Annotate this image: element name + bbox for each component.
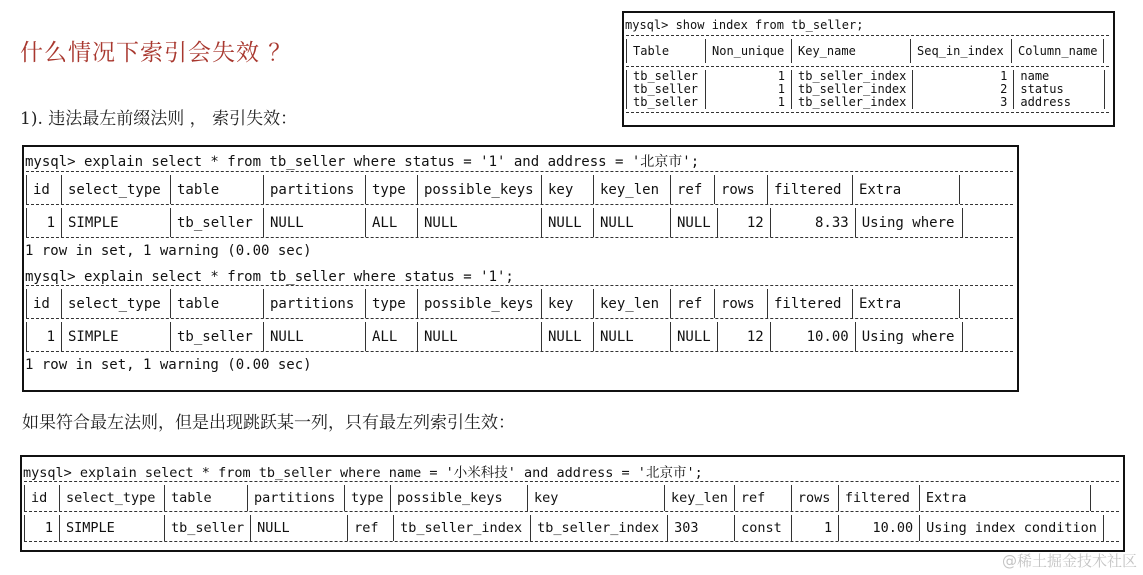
page-title: 什么情况下索引会失效 ？ (20, 40, 293, 66)
cell: tb_seller_index (792, 83, 913, 96)
header-cell: rows (791, 485, 838, 511)
cell: tb_seller (627, 70, 706, 83)
header-cell: Extra (853, 175, 960, 204)
cell: NULL (418, 322, 542, 351)
header-cell: Seq_in_index (911, 39, 1012, 63)
header-cell: ref (671, 175, 715, 204)
cell: 2 (913, 83, 1014, 96)
cell: 1 (706, 70, 792, 83)
table-row (25, 515, 1104, 541)
header-cell: Key_name (792, 39, 911, 63)
divider (24, 541, 1119, 545)
header-cell: partitions (248, 485, 345, 511)
cell: 1 (706, 96, 792, 109)
header-cell: key (542, 289, 594, 318)
header-cell: key (528, 485, 665, 511)
index-console (622, 11, 1115, 127)
header-cell: Non_unique (706, 39, 792, 63)
cell: Using index condition (920, 515, 1104, 541)
explain-console-skip-column (20, 455, 1125, 552)
explain-console (22, 145, 1019, 392)
header-cell: id (27, 175, 62, 204)
divider (26, 285, 1013, 289)
cell: 1 (25, 515, 60, 541)
cell: ALL (366, 322, 418, 351)
header-cell: Extra (919, 485, 1090, 511)
query3-header (24, 485, 1091, 511)
cell: tb_seller (171, 208, 264, 237)
cell: name (1014, 70, 1105, 83)
header-cell: possible_keys (418, 175, 542, 204)
cell: 303 (668, 515, 735, 541)
divider (26, 237, 1013, 241)
cell: tb_seller_index (531, 515, 668, 541)
header-cell: filtered (768, 175, 853, 204)
header-cell: table (171, 289, 264, 318)
cell: ALL (366, 208, 418, 237)
cell: tb_seller (627, 83, 706, 96)
header-cell: possible_keys (418, 289, 542, 318)
cell: 3 (913, 96, 1014, 109)
cell: 10.00 (839, 515, 920, 541)
header-cell: Extra (853, 289, 960, 318)
header-cell: filtered (768, 289, 853, 318)
header-cell: rows (715, 175, 768, 204)
cell: 12 (717, 322, 770, 351)
header-cell: ref (734, 485, 791, 511)
query1-row (26, 208, 963, 237)
cell: NULL (418, 208, 542, 237)
table-row (27, 208, 963, 237)
header-cell: Table (627, 39, 706, 63)
index-rows (626, 70, 1105, 109)
header-cell: ref (671, 289, 715, 318)
cell: NULL (671, 322, 718, 351)
divider (24, 481, 1119, 485)
header-cell: select_type (62, 175, 171, 204)
cell: 1 (913, 70, 1014, 83)
divider (626, 66, 1109, 70)
header-cell: key_len (594, 175, 671, 204)
cell: address (1014, 96, 1105, 109)
cell: NULL (264, 208, 366, 237)
header-cell: partitions (264, 289, 366, 318)
cell: 10.00 (770, 322, 855, 351)
divider (26, 351, 1013, 355)
cell: 1 (792, 515, 839, 541)
header-cell: key (542, 175, 594, 204)
watermark: @稀土掘金技术社区 (1001, 552, 1137, 570)
query1-result: 1 row in set, 1 warning (0.00 sec) (25, 243, 312, 259)
header-cell: table (165, 485, 248, 511)
query3-command: mysql> explain select * from tb_seller where name = '小米科技' and address = '北京市'; (23, 465, 703, 481)
divider (626, 112, 1109, 116)
header-cell: type (366, 289, 418, 318)
explanation-text: 如果符合最左法则，但是出现跳跃某一列，只有最左列索引生效： (22, 413, 515, 433)
cell: 1 (706, 83, 792, 96)
cell: 1 (27, 322, 62, 351)
table-row (627, 96, 1105, 109)
query2-header (26, 289, 960, 318)
cell: SIMPLE (62, 322, 171, 351)
header-cell: partitions (264, 175, 366, 204)
cell: 1 (27, 208, 62, 237)
header-cell: possible_keys (391, 485, 528, 511)
index-header (626, 39, 1104, 63)
header-cell: rows (715, 289, 768, 318)
cell: SIMPLE (62, 208, 171, 237)
cell: NULL (542, 208, 594, 237)
cell: tb_seller (171, 322, 264, 351)
cell: tb_seller_index (792, 70, 913, 83)
query1-command: mysql> explain select * from tb_seller where status = '1' and address = '北京市'; (25, 154, 700, 170)
cell: Using where (855, 208, 962, 237)
divider (26, 318, 1013, 322)
cell: NULL (251, 515, 348, 541)
cell: tb_seller (627, 96, 706, 109)
header-cell: key_len (665, 485, 735, 511)
header-cell: Column_name (1012, 39, 1104, 63)
divider (24, 511, 1119, 515)
table-row (27, 322, 963, 351)
cell: 12 (717, 208, 770, 237)
cell: const (735, 515, 792, 541)
header-cell: id (27, 289, 62, 318)
cell: NULL (671, 208, 718, 237)
cell: tb_seller_index (394, 515, 531, 541)
cell: 8.33 (770, 208, 855, 237)
cell: tb_seller_index (792, 96, 913, 109)
header-cell: type (345, 485, 391, 511)
header-cell: select_type (60, 485, 165, 511)
cell: NULL (594, 322, 671, 351)
cell: ref (348, 515, 394, 541)
section-heading: 1). 违法最左前缀法则 ， 索引失效： (20, 109, 298, 129)
cell: tb_seller (165, 515, 251, 541)
cell: Using where (855, 322, 962, 351)
query3-row (24, 515, 1104, 541)
cell: SIMPLE (60, 515, 165, 541)
query2-command: mysql> explain select * from tb_seller where status = '1'; (25, 269, 514, 285)
header-cell: select_type (62, 289, 171, 318)
cell: status (1014, 83, 1105, 96)
index-command: mysql> show index from tb_seller; (625, 18, 864, 32)
divider (26, 171, 1013, 175)
header-cell: id (25, 485, 60, 511)
query2-result: 1 row in set, 1 warning (0.00 sec) (25, 357, 312, 373)
header-cell: type (366, 175, 418, 204)
cell: NULL (594, 208, 671, 237)
query1-header (26, 175, 960, 204)
cell: NULL (542, 322, 594, 351)
header-cell: key_len (594, 289, 671, 318)
header-cell: filtered (838, 485, 919, 511)
query2-row (26, 322, 963, 351)
header-cell: table (171, 175, 264, 204)
divider (26, 204, 1013, 208)
cell: NULL (264, 322, 366, 351)
divider (626, 35, 1109, 39)
